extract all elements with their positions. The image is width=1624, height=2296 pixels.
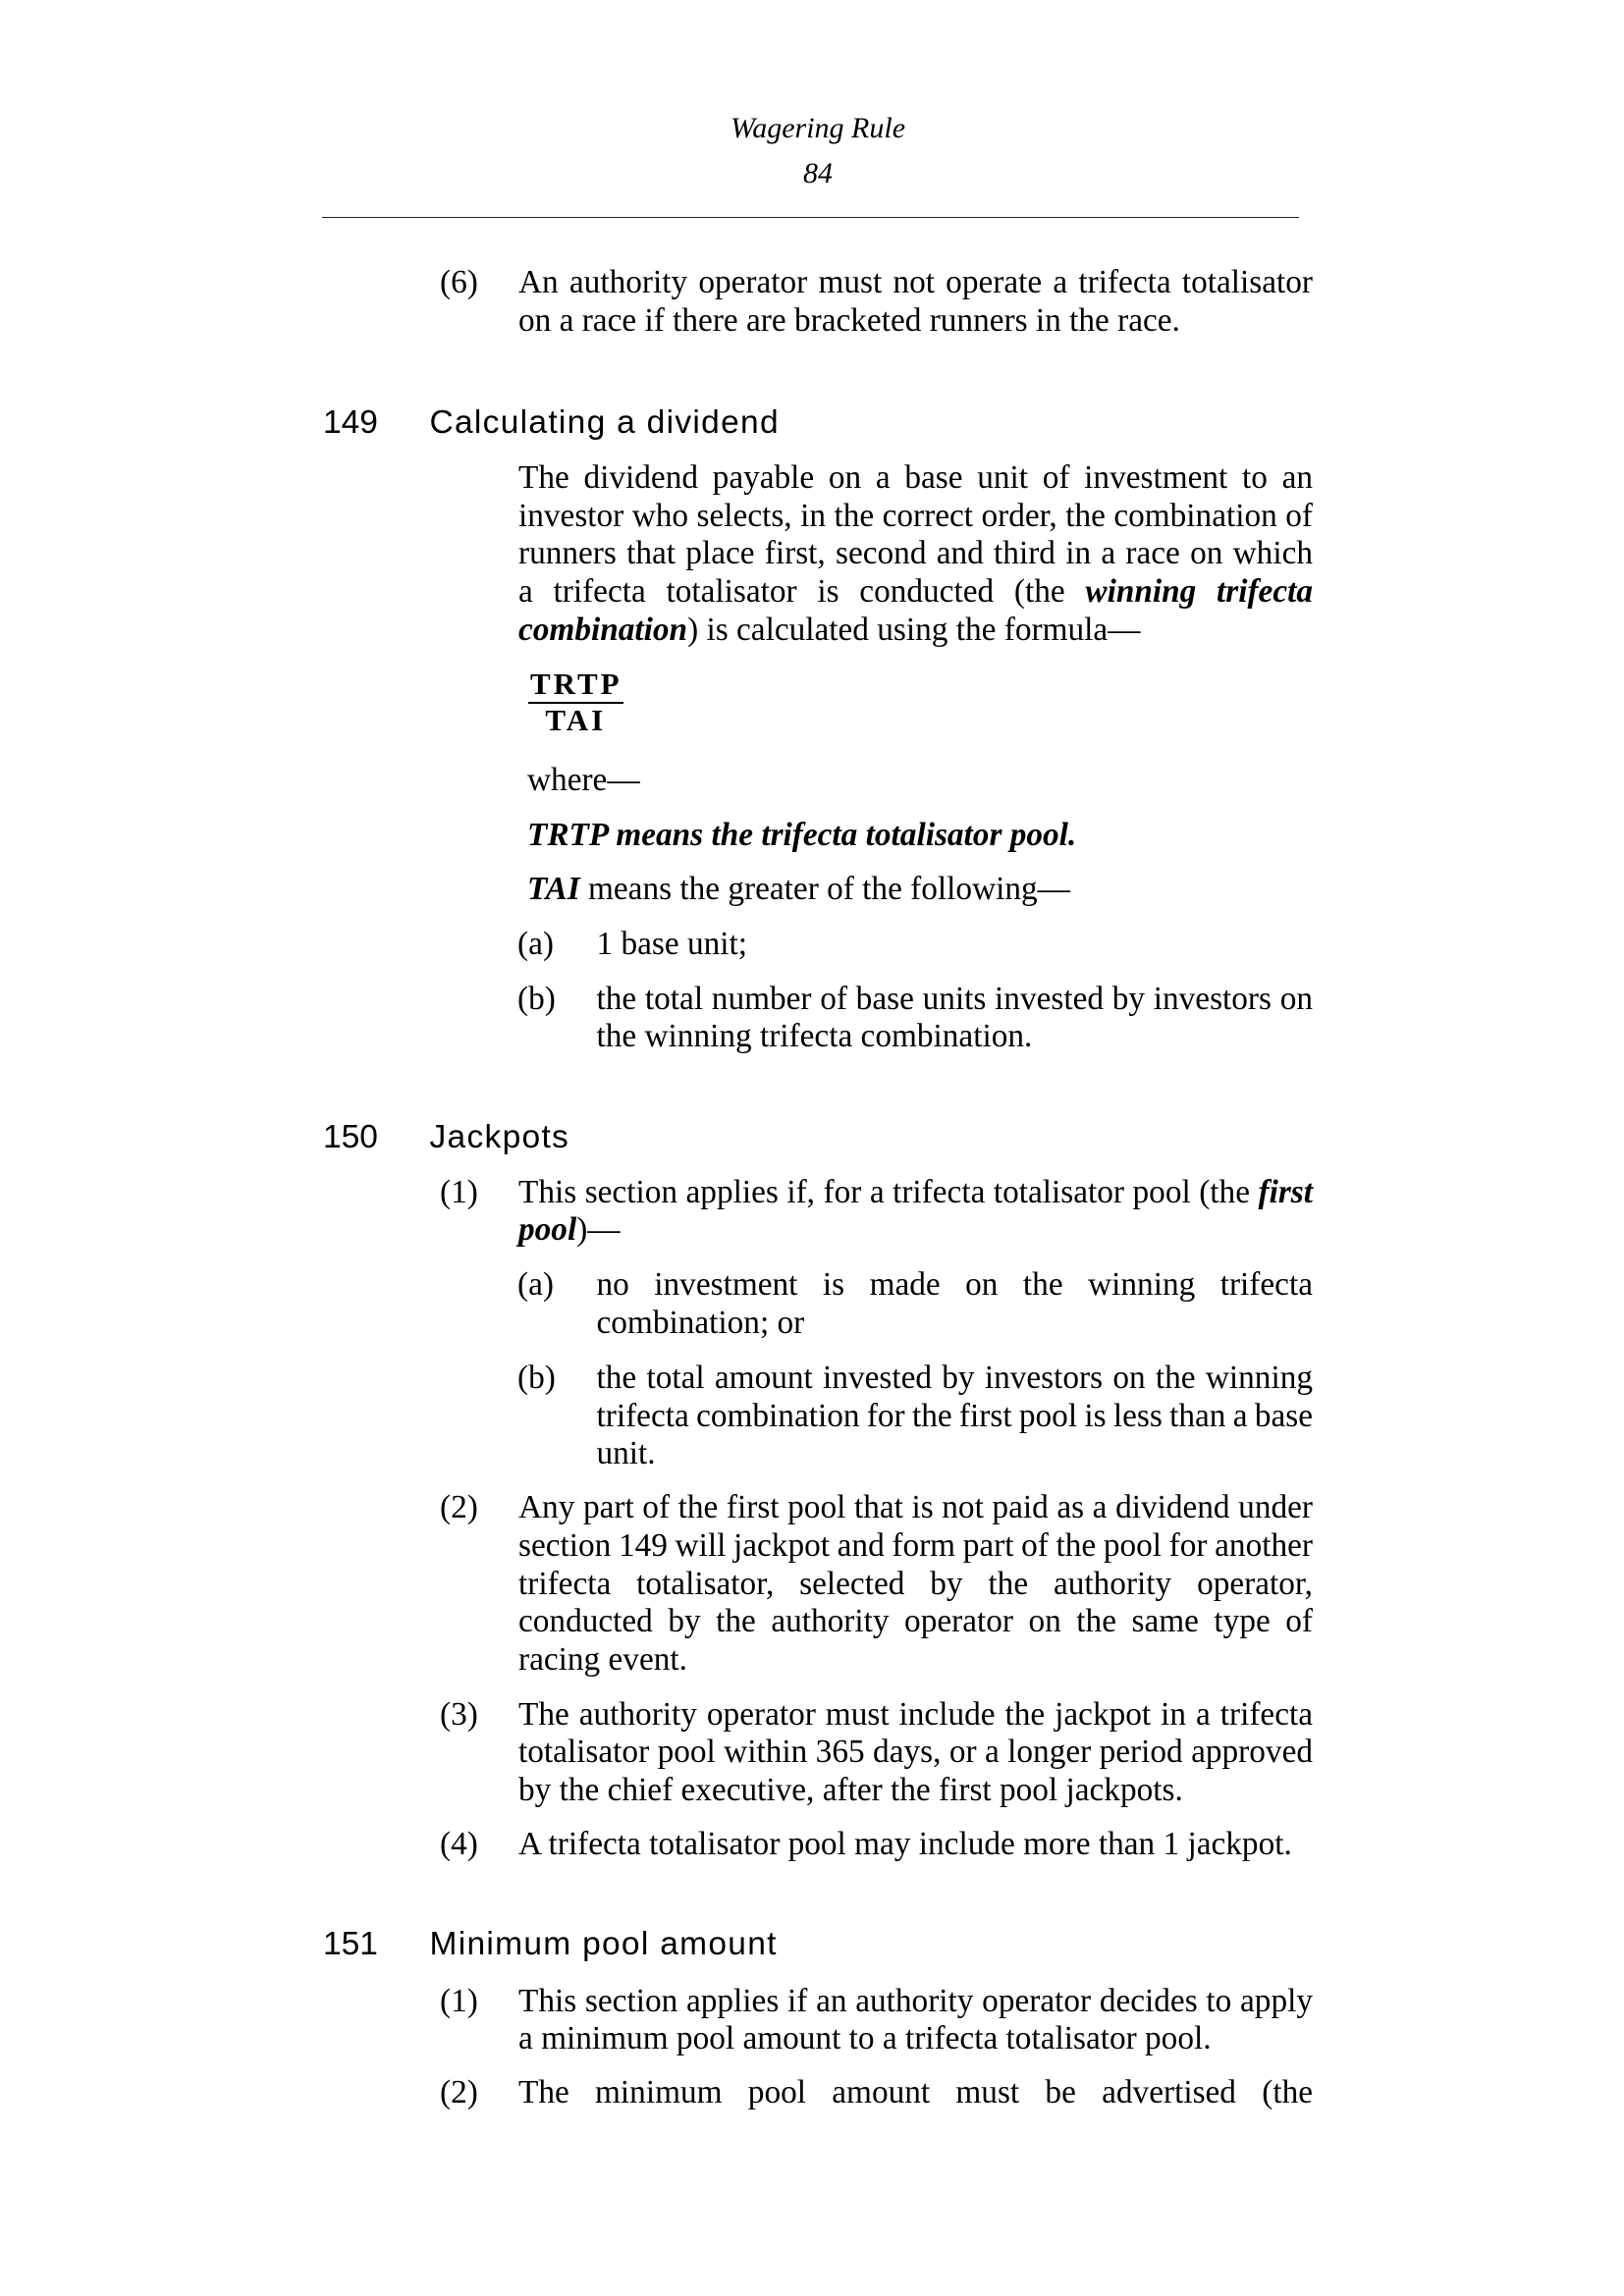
text-segment: )— xyxy=(576,1211,621,1249)
subsection-label: (4) xyxy=(440,1826,478,1863)
section-number: 151 xyxy=(323,1926,378,1963)
text-line xyxy=(527,871,1313,909)
text-line: This section applies if an authority operator decides to apply xyxy=(518,1982,1313,2019)
text-line: An authority operator must not operate a trifecta totalisator xyxy=(518,264,1313,301)
text-line: the total number of base units invested by investors on xyxy=(596,980,1313,1017)
paragraph-label: (b) xyxy=(517,1360,556,1396)
subsection-label: (6) xyxy=(440,264,478,301)
paragraph-text xyxy=(597,1360,1314,1473)
paragraph-text xyxy=(597,926,1314,964)
text-line: the winning trifecta combination. xyxy=(596,1018,1033,1055)
text-line: conducted by the authority operator on the same type of xyxy=(518,1603,1313,1640)
text-segment: means the greater of the following— xyxy=(579,871,1070,908)
page-number: 84 xyxy=(803,157,833,189)
text-segment: ) is calculated using the formula— xyxy=(687,611,1141,648)
text-line: where— xyxy=(527,762,640,798)
text-line: a minimum pool amount to a trifecta totalisator pool. xyxy=(518,2020,1212,2057)
text-line: trifecta combination for the first pool is less than a base xyxy=(596,1397,1313,1434)
text-line xyxy=(518,1211,1313,1250)
text-line: no investment is made on the winning trifecta xyxy=(596,1266,1313,1304)
section-number: 149 xyxy=(323,404,378,442)
text-line: racing event. xyxy=(518,1641,687,1679)
paragraph-text xyxy=(597,981,1314,1056)
section-number: 150 xyxy=(323,1119,378,1155)
header-rule xyxy=(322,217,1299,218)
text-line: TRTP means the trifecta totalisator pool. xyxy=(527,816,1077,853)
text-line: the total amount invested by investors on the winning xyxy=(596,1360,1313,1396)
paragraph-label: (a) xyxy=(517,926,554,962)
text-line: on a race if there are bracketed runners in the race. xyxy=(518,302,1180,340)
formula-denominator: TAI xyxy=(545,703,607,737)
where-line xyxy=(527,762,1313,800)
paragraph-label: (a) xyxy=(517,1266,554,1304)
text-line: trifecta totalisator, selected by the authority operator, xyxy=(518,1565,1313,1602)
text-line: section 149 will jackpot and form part of the pool for another xyxy=(518,1526,1313,1564)
text-segment: a trifecta totalisator is conducted (the xyxy=(518,572,1086,610)
defined-term: winning trifecta xyxy=(1085,572,1314,610)
text-line xyxy=(518,573,1313,612)
dividend-formula xyxy=(528,667,623,737)
text-line: unit. xyxy=(596,1435,656,1472)
section-title: Minimum pool amount xyxy=(429,1926,778,1963)
text-line: combination; or xyxy=(596,1304,805,1341)
running-header-title: Wagering Rule xyxy=(730,112,906,144)
formula-numerator: TRTP xyxy=(528,667,623,704)
subsection-text xyxy=(518,264,1313,340)
text-line: A trifecta totalisator pool may include more than 1 jackpot. xyxy=(518,1826,1292,1863)
subsection-text xyxy=(518,1983,1313,2058)
defined-term: combination xyxy=(518,611,688,648)
text-line: 1 base unit; xyxy=(596,926,748,962)
paragraph-label: (b) xyxy=(517,980,556,1017)
subsection-label: (2) xyxy=(440,2073,478,2110)
section-title: Jackpots xyxy=(429,1119,570,1155)
subsection-text xyxy=(518,1174,1313,1250)
text-line xyxy=(518,1174,1313,1212)
text-segment: This section applies if, for a trifecta totalisator pool (the xyxy=(518,1173,1259,1210)
subsection-label: (2) xyxy=(440,1489,478,1526)
subsection-label: (1) xyxy=(440,1982,478,2019)
subsection-text xyxy=(518,2074,1313,2112)
text-line: The dividend payable on a base unit of investment to an xyxy=(518,458,1313,496)
text-line: by the chief executive, after the first pool jackpots. xyxy=(518,1772,1183,1809)
text-line: runners that place first, second and third in a race on which xyxy=(518,535,1313,572)
text-line xyxy=(518,612,1313,650)
subsection-label: (3) xyxy=(440,1695,478,1733)
text-line: Any part of the first pool that is not paid as a dividend under xyxy=(518,1489,1313,1526)
subsection-label: (1) xyxy=(440,1173,478,1210)
text-line: The authority operator must include the jackpot in a trifecta xyxy=(518,1695,1313,1733)
definition-trtp xyxy=(527,817,1313,855)
defined-term: pool xyxy=(518,1211,577,1249)
text-line: The minimum pool amount must be advertised (the xyxy=(518,2073,1313,2110)
subsection-text xyxy=(518,1826,1313,1864)
text-line: totalisator pool within 365 days, or a longer period approved xyxy=(518,1734,1313,1771)
defined-term: first xyxy=(1258,1173,1313,1210)
subsection-text xyxy=(518,1489,1313,1679)
section-149-intro xyxy=(518,459,1313,649)
paragraph-text xyxy=(597,1266,1314,1342)
defined-term: TAI xyxy=(527,871,580,908)
definition-tai xyxy=(527,871,1313,909)
text-line: investor who selects, in the correct order, the combination of xyxy=(518,497,1313,534)
section-title: Calculating a dividend xyxy=(429,404,780,442)
subsection-text xyxy=(518,1696,1313,1810)
